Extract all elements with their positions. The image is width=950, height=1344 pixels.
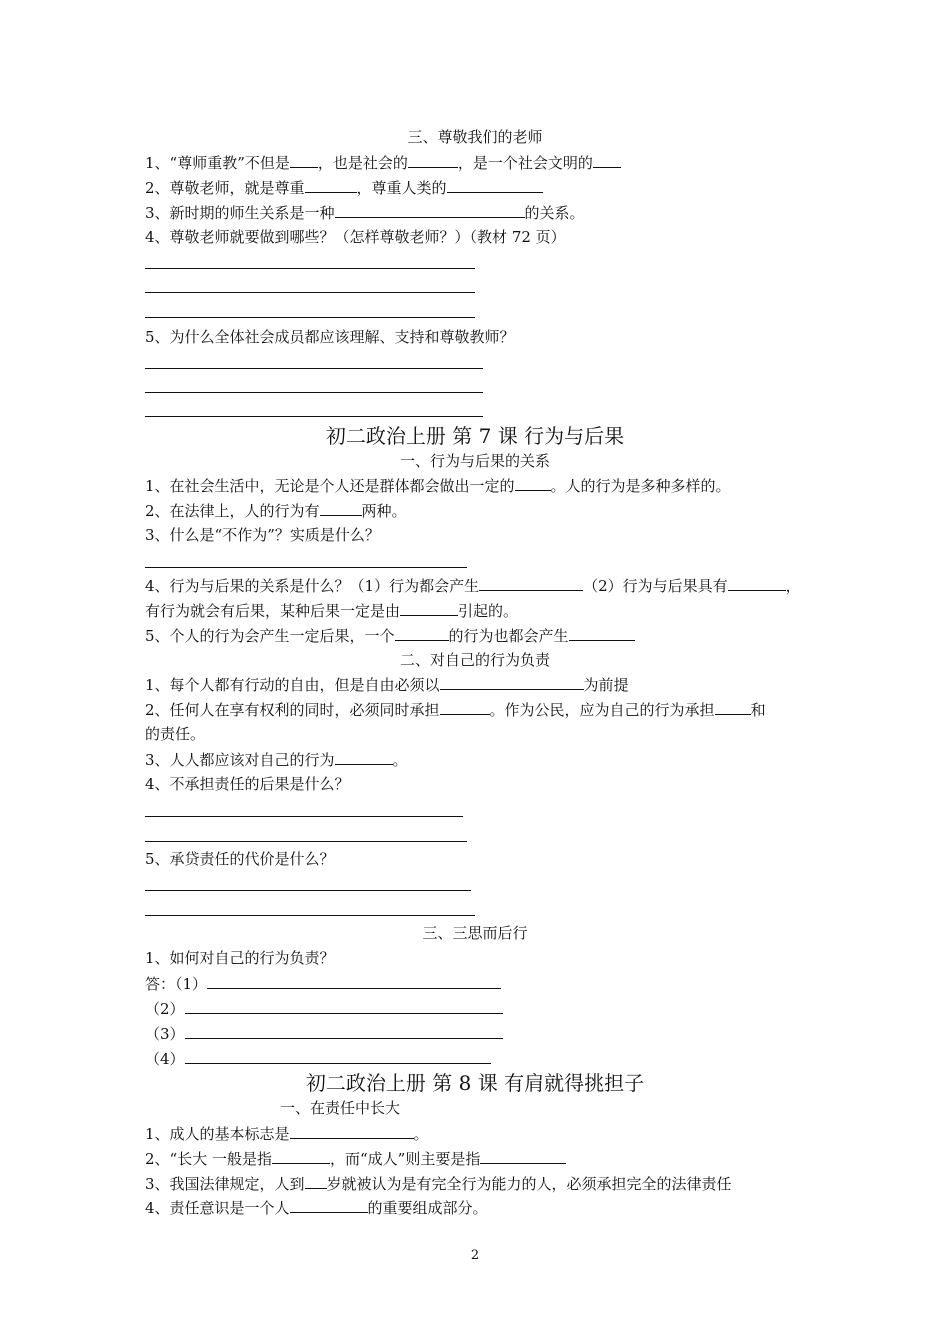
responsibility-1: 1、每个人都有行动的自由，但是自由必须以 为前提 [145, 676, 629, 694]
answer-item: 答：（1） [145, 973, 501, 994]
section-heading: 三、尊敬我们的老师 [407, 128, 543, 146]
question-4: 4、责任意识是一个人 的重要组成部分。 [145, 1199, 488, 1217]
question-3: 3、新时期的师生关系是一种 的关系。 [145, 204, 585, 222]
question-3: 3、我国法律规定，人到 岁就被认为是有完全行为能力的人，必须承担完全的法律责任 [145, 1175, 732, 1193]
answer-line [145, 268, 475, 269]
lesson-7-title: 初二政治上册 第 7 课 行为与后果 [325, 424, 625, 448]
answer-line [145, 890, 471, 891]
answer-item: （4） [145, 1048, 491, 1069]
question-3: 3、什么是“不作为”？实质是什么？ [145, 526, 380, 544]
question-1: 1、“尊师重教”不但是 ，也是社会的 ，是一个社会文明的 [145, 152, 621, 173]
question-1: 1、成人的基本标志是 。 [145, 1125, 429, 1143]
answer-line [145, 392, 483, 393]
responsibility-2-continued: 的责任。 [145, 725, 206, 743]
question-1: 1、在社会生活中，无论是个人还是群体都会做出一定的 。人的行为是多种多样的。 [145, 477, 731, 495]
answer-line [145, 416, 483, 417]
question-4: 4、行为与后果的关系是什么？（1）行为都会产生 （2）行为与后果具有 ， [145, 577, 801, 595]
section-heading: 二、对自己的行为负责 [399, 651, 550, 669]
responsibility-5: 5、承贷责任的代价是什么？ [145, 850, 335, 868]
answer-item: （3） [145, 1023, 503, 1044]
answer-line [145, 915, 475, 916]
answer-line [145, 292, 475, 293]
responsibility-4: 4、不承担责任的后果是什么？ [145, 775, 350, 793]
lesson-8-title: 初二政治上册 第 8 课 有肩就得挑担子 [305, 1071, 645, 1095]
question-5: 5、为什么全体社会成员都应该理解、支持和尊敬教师？ [145, 328, 515, 346]
question-2: 2、尊敬老师，就是尊重 ，尊重人类的 [145, 177, 543, 198]
question-2: 2、“长大 一般是指 ，而“成人”则主要是指 [145, 1148, 566, 1169]
responsibility-3: 3、人人都应该对自己的行为 。 [145, 751, 408, 769]
section-heading: 一、行为与后果的关系 [399, 452, 550, 470]
answer-line [145, 841, 467, 842]
question-4: 4、尊敬老师就要做到哪些？（怎样尊敬老师？）（教材 72 页） [145, 228, 566, 246]
question-2: 2、在法律上，人的行为有 两种。 [145, 502, 407, 520]
question-4-continued: 有行为就会有后果，某种后果一定是由 引起的。 [145, 602, 519, 620]
answer-line [145, 368, 483, 369]
answer-line [145, 567, 467, 568]
section-heading: 三、三思而后行 [422, 924, 528, 942]
think-question-1: 1、如何对自己的行为负责？ [145, 949, 335, 967]
section-heading: 一、在责任中长大 [280, 1099, 401, 1117]
responsibility-2: 2、任何人在享有权利的同时，必须同时承担 。作为公民，应为自己的行为承担 和 [145, 701, 766, 719]
question-5: 5、个人的行为会产生一定后果，一个 的行为也都会产生 [145, 625, 635, 646]
answer-item: （2） [145, 998, 503, 1019]
page-number: 2 [470, 1248, 480, 1263]
answer-line [145, 816, 463, 817]
answer-line [145, 317, 475, 318]
